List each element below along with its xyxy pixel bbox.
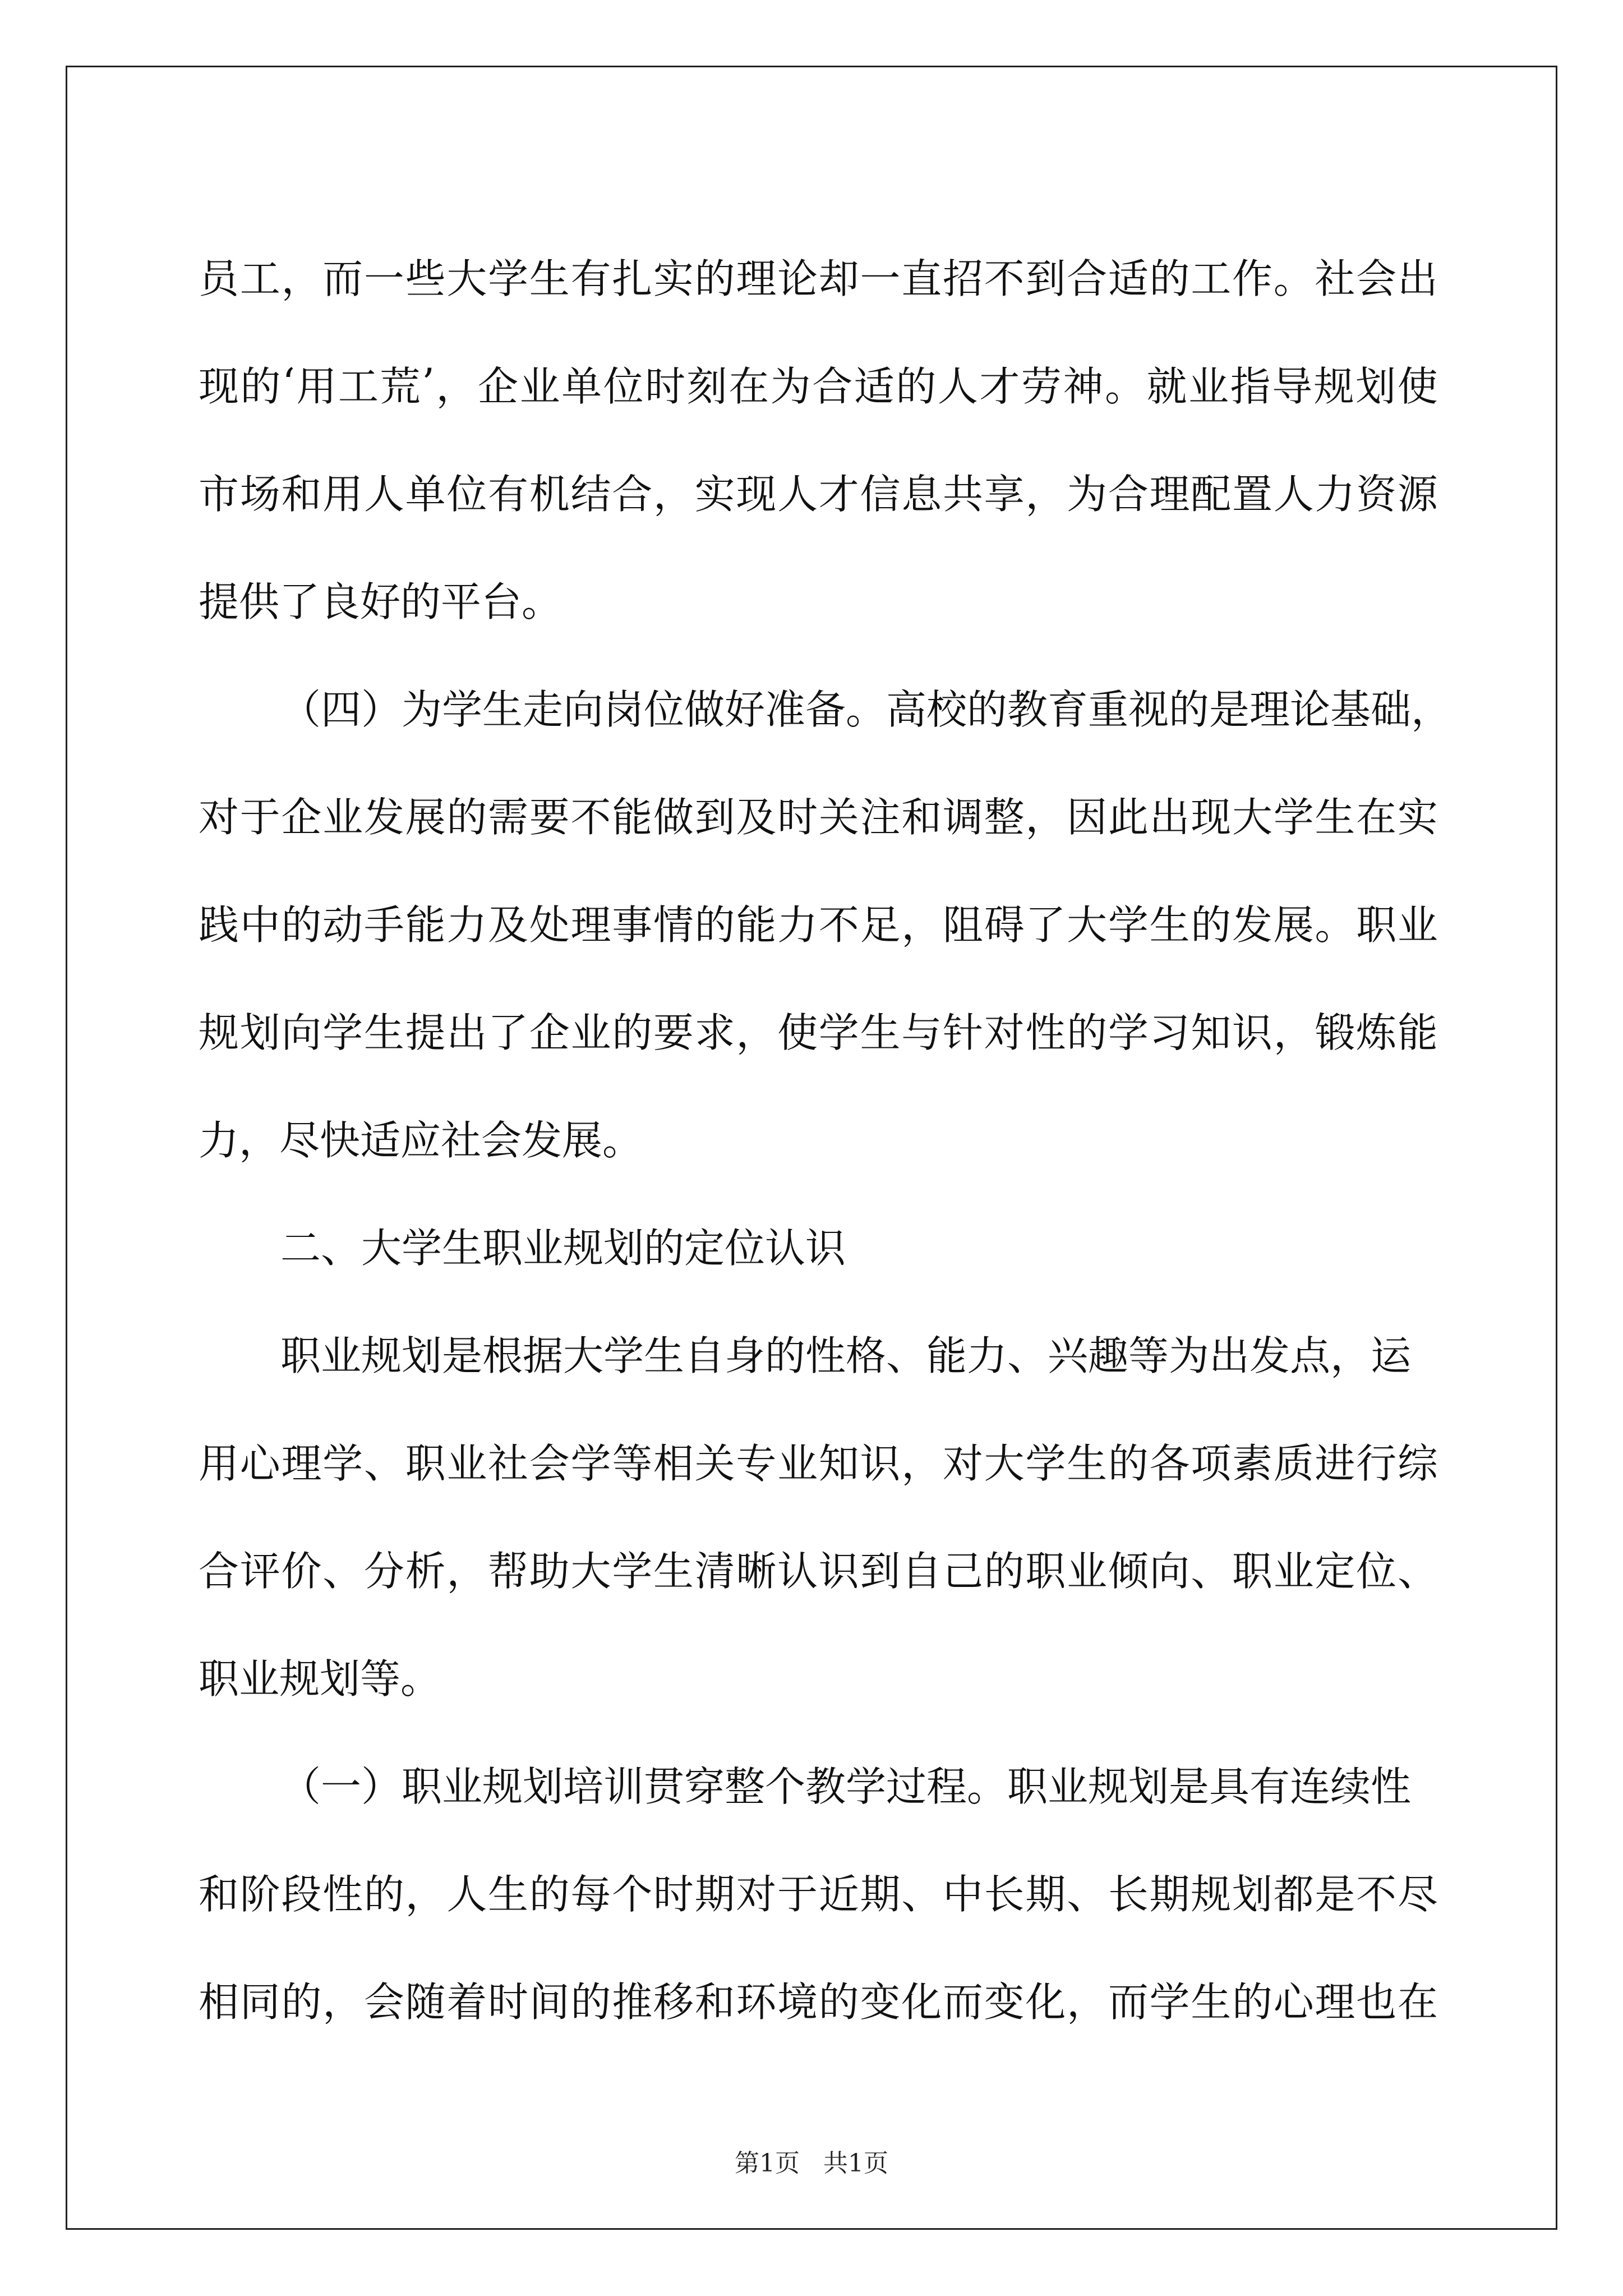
text-line: 力，尽快适应社会发展。 bbox=[199, 1117, 643, 1164]
text-line: 市 场 和 用 人 单 位 有 机 结 合 ， 实 现 人 才 信 息 共 享 ， 为 合 理 配 置 人 力 资 源 bbox=[199, 471, 1438, 518]
text-line: 对 于 企 业 发 展 的 需 要 不 能 做 到 及 时 关 注 和 调 整 ， 因 此 出 现 大 学 生 在 实 bbox=[199, 794, 1438, 841]
section-heading: 二、大学生职业规划的定位认识 bbox=[280, 1225, 846, 1272]
paragraph-start-line: （一）职业规划培训贯穿整个教学过程。职业规划是具有连续性 bbox=[280, 1763, 1412, 1810]
text-line: 和 阶 段 性 的 ， 人 生 的 每 个 时 期 对 于 近 期 、 中 长 期 、 长 期 规 划 都 是 不 尽 bbox=[199, 1871, 1438, 1918]
text-line: 用 心 理 学 、 职 业 社 会 学 等 相 关 专 业 知 识 ， 对 大 学 生 的 各 项 素 质 进 行 综 bbox=[199, 1440, 1438, 1487]
text-line: 员 工 ， 而 一 些 大 学 生 有 扎 实 的 理 论 却 一 直 招 不 到 合 适 的 工 作 。 社 会 出 bbox=[199, 255, 1438, 302]
document-body bbox=[199, 222, 1452, 2053]
paragraph-start-line: （四）为学生走向岗位做好准备。高校的教育重视的是理论基础， bbox=[280, 686, 1452, 733]
text-line: 提供了良好的平台。 bbox=[199, 578, 562, 625]
text-line: 相 同 的 ， 会 随 着 时 间 的 推 移 和 环 境 的 变 化 而 变 化 ， 而 学 生 的 心 理 也 在 bbox=[199, 1978, 1438, 2026]
page-number-footer: 第1页 共1页 bbox=[735, 2149, 888, 2178]
text-line: 规 划 向 学 生 提 出 了 企 业 的 要 求 ， 使 学 生 与 针 对 性 的 学 习 知 识 ， 锻 炼 能 bbox=[199, 1009, 1438, 1056]
text-line: 现 的 ‘ 用 工 荒 ’ ， 企 业 单 位 时 刻 在 为 合 适 的 人 才 劳 神 。 就 业 指 导 规 划 使 bbox=[199, 360, 1438, 410]
text-line: 践 中 的 动 手 能 力 及 处 理 事 情 的 能 力 不 足 ， 阻 碍 了 大 学 生 的 发 展 。 职 业 bbox=[199, 901, 1438, 949]
paragraph-start-line: 职业规划是根据大学生自身的性格、能力、兴趣等为出发点，运 bbox=[280, 1332, 1412, 1379]
text-line: 职业规划等。 bbox=[199, 1655, 441, 1703]
text-line: 合 评 价 、 分 析 ， 帮 助 大 学 生 清 晰 认 识 到 自 己 的 职 业 倾 向 、 职 业 定 位 、 bbox=[199, 1548, 1438, 1595]
